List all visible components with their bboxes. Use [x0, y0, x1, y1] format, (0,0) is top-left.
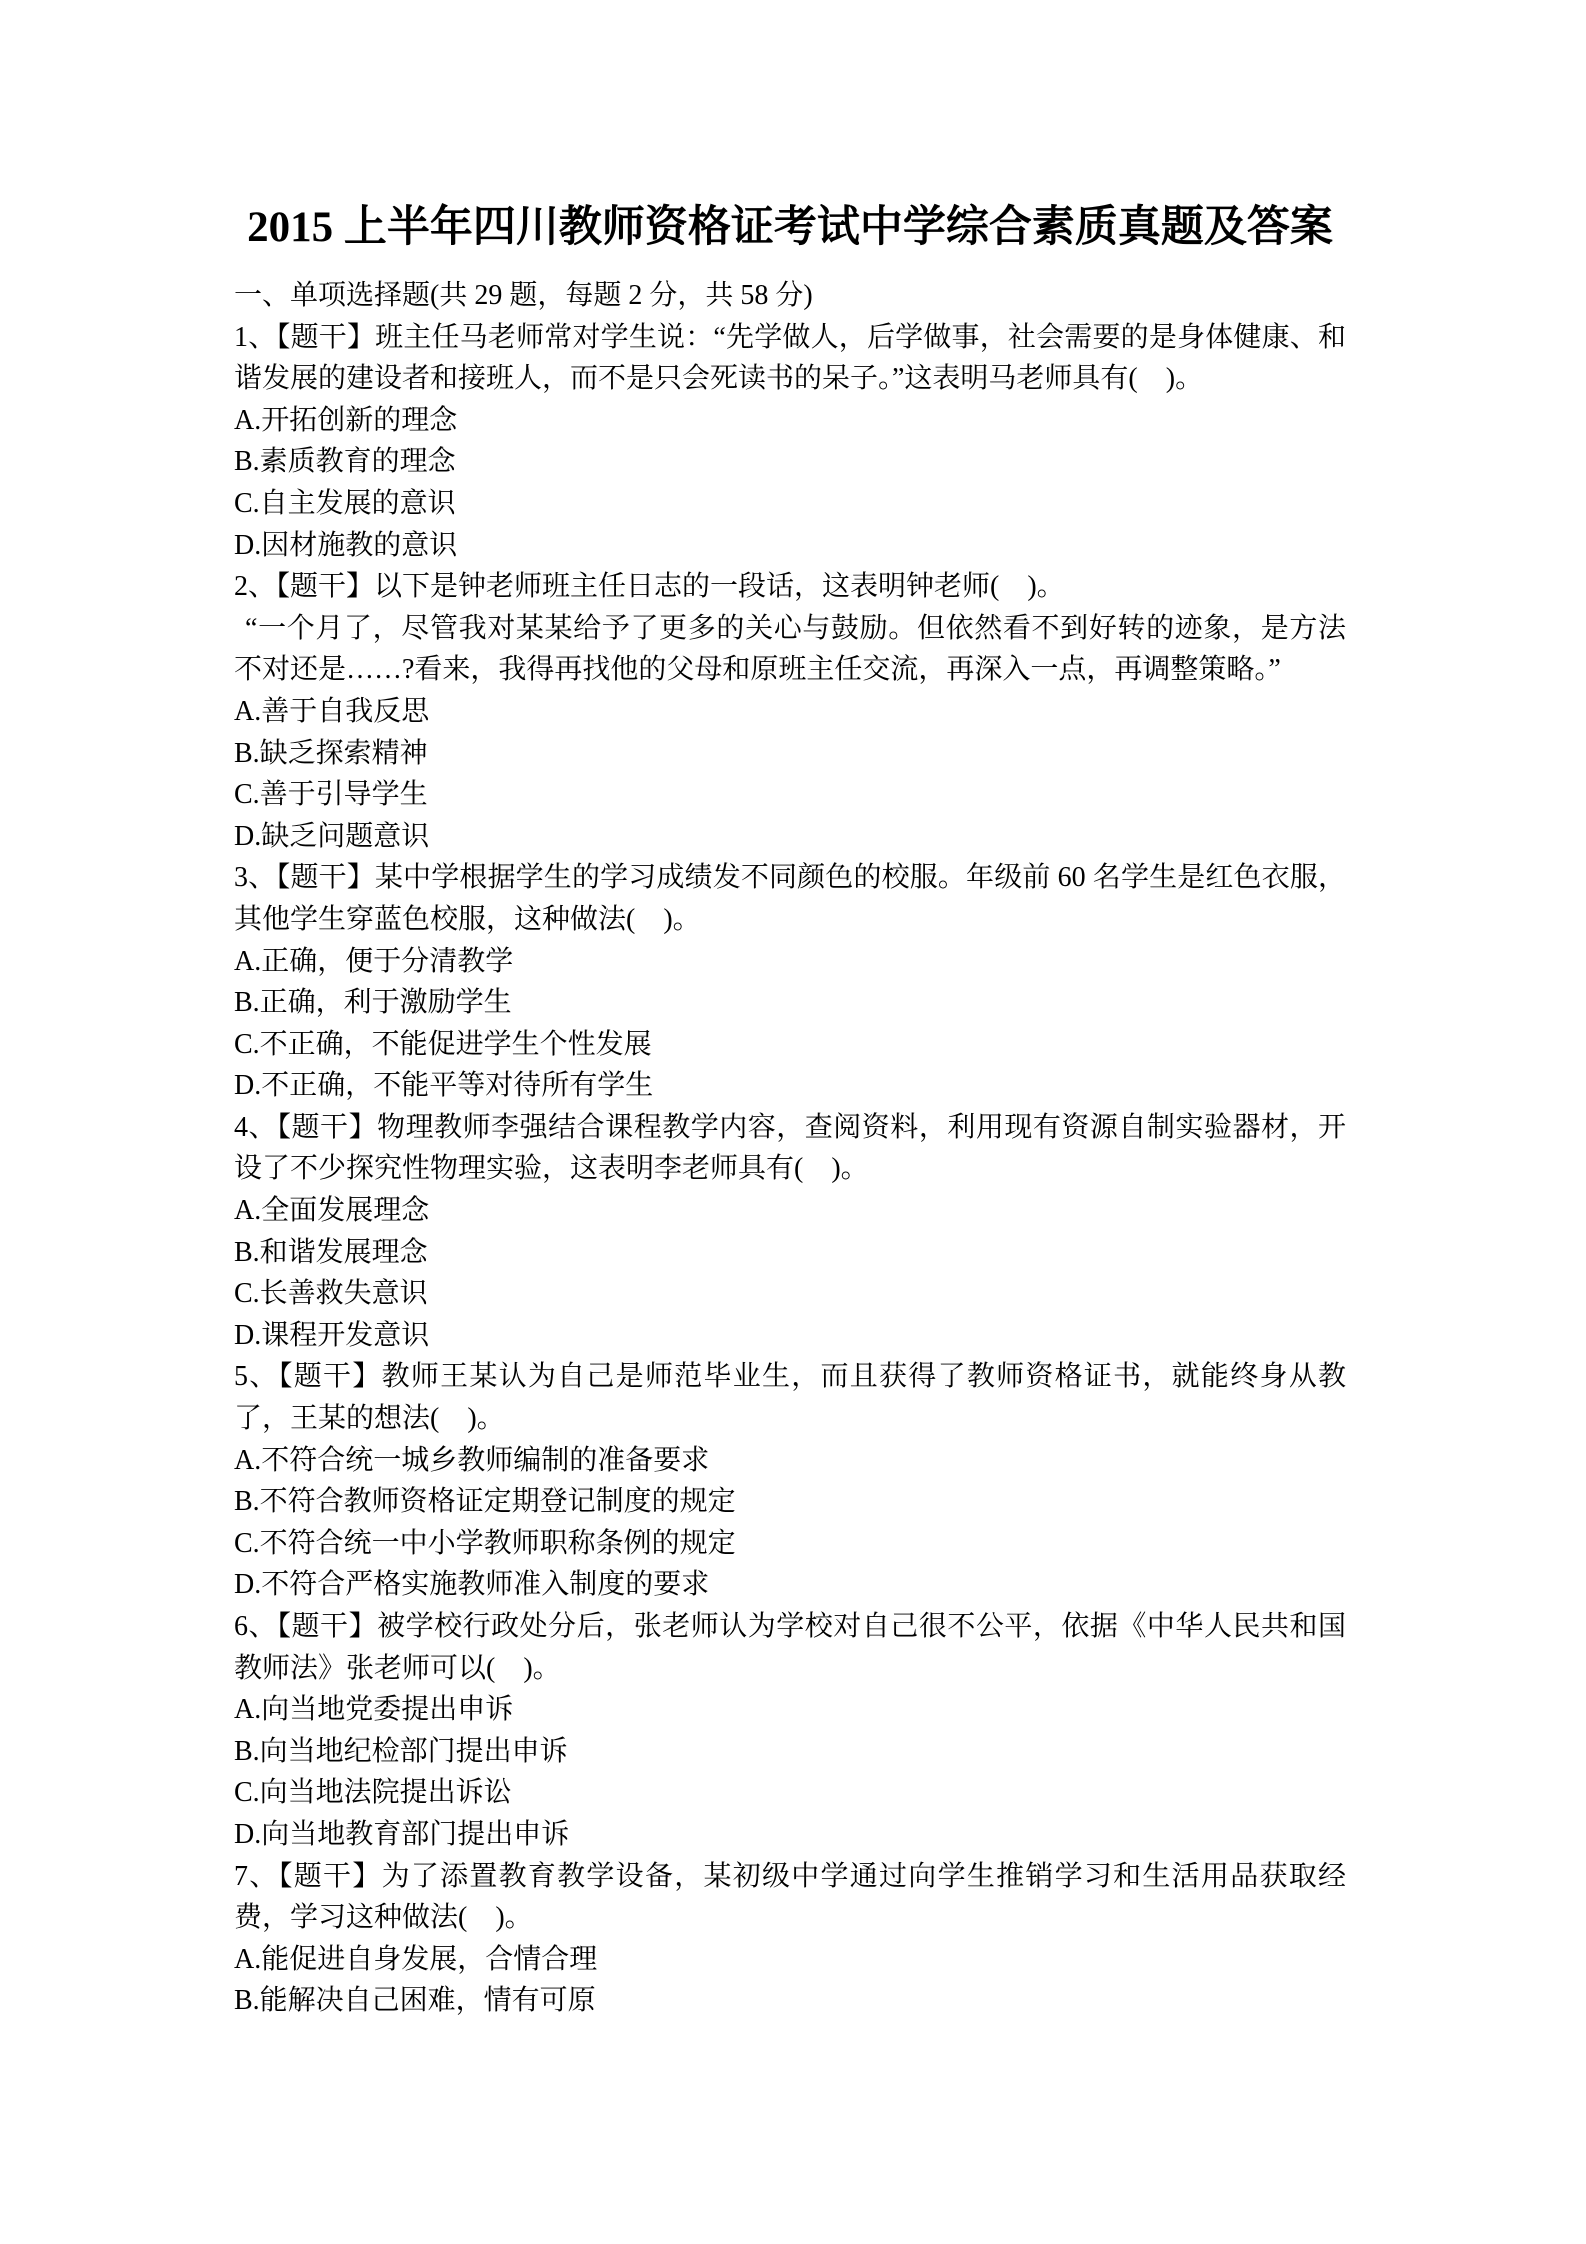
question-6-option-b: B.向当地纪检部门提出申诉 — [234, 1735, 568, 1767]
question-6-option-c: C.向当地法院提出诉讼 — [234, 1777, 512, 1809]
question-3-stem: 3、【题干】某中学根据学生的学习成绩发不同颜色的校服。年级前 60 名学生是红色衣服，其他学生穿蓝色校服，这种做法( )。 — [234, 862, 1346, 935]
document-body — [234, 275, 1346, 2022]
question-1-option-c: C.自主发展的意识 — [234, 487, 456, 519]
question-2-option-d: D.缺乏问题意识 — [234, 820, 430, 852]
question-7-option-a: A.能促进自身发展，合情合理 — [234, 1943, 598, 1975]
question-5-option-a: A.不符合统一城乡教师编制的准备要求 — [234, 1444, 710, 1476]
question-3-option-d: D.不正确，不能平等对待所有学生 — [234, 1070, 654, 1102]
question-2-quote: “一个月了，尽管我对某某给予了更多的关心与鼓励。但依然看不到好转的迹象，是方法不对还是……?看来，我得再找他的父母和原班主任交流，再深入一点，再调整策略。” — [234, 612, 1346, 686]
question-1-option-b: B.素质教育的理念 — [234, 446, 456, 478]
question-5-option-d: D.不符合严格实施教师准入制度的要求 — [234, 1569, 710, 1601]
question-2-option-b: B.缺乏探索精神 — [234, 737, 428, 769]
question-6-stem: 6、【题干】被学校行政处分后，张老师认为学校对自己很不公平，依据《中华人民共和国教师法》张老师可以( )。 — [234, 1611, 1346, 1684]
question-2-stem: 2、【题干】以下是钟老师班主任日志的一段话，这表明钟老师( )。 — [234, 571, 1065, 603]
page-title: 2015 上半年四川教师资格证考试中学综合素质真题及答案 — [247, 204, 1333, 251]
question-5-option-b: B.不符合教师资格证定期登记制度的规定 — [234, 1486, 736, 1518]
question-5 — [234, 1356, 1346, 1606]
question-4-stem: 4、【题干】物理教师李强结合课程教学内容，查阅资料，利用现有资源自制实验器材，开设了不少探究性物理实验，这表明李老师具有( )。 — [234, 1111, 1346, 1185]
question-1-option-a: A.开拓创新的理念 — [234, 404, 458, 436]
question-7-option-b: B.能解决自己困难，情有可原 — [234, 1985, 596, 2017]
question-1-option-d: D.因材施教的意识 — [234, 529, 458, 561]
question-4-option-c: C.长善救失意识 — [234, 1278, 428, 1310]
question-2 — [234, 566, 1346, 857]
question-6-option-a: A.向当地党委提出申诉 — [234, 1694, 514, 1726]
question-7-stem: 7、【题干】为了添置教育教学设备，某初级中学通过向学生推销学习和生活用品获取经费，学习这种做法( )。 — [234, 1860, 1346, 1934]
question-3-option-b: B.正确，利于激励学生 — [234, 987, 512, 1019]
question-4-option-d: D.课程开发意识 — [234, 1319, 430, 1351]
question-7 — [234, 1856, 1346, 2022]
question-2-option-a: A.善于自我反思 — [234, 695, 430, 727]
question-6 — [234, 1606, 1346, 1856]
question-3 — [234, 857, 1346, 1107]
question-4 — [234, 1107, 1346, 1357]
question-4-option-b: B.和谐发展理念 — [234, 1236, 428, 1268]
question-1-stem: 1、【题干】班主任马老师常对学生说：“先学做人，后学做事，社会需要的是身体健康、和谐发展的建设者和接班人，而不是只会死读书的呆子。”这表明马老师具有( )。 — [234, 321, 1346, 395]
question-3-option-a: A.正确，便于分清教学 — [234, 945, 514, 977]
question-5-option-c: C.不符合统一中小学教师职称条例的规定 — [234, 1527, 736, 1559]
question-4-option-a: A.全面发展理念 — [234, 1195, 430, 1227]
question-5-stem: 5、【题干】教师王某认为自己是师范毕业生，而且获得了教师资格证书，就能终身从教了，王某的想法( )。 — [234, 1361, 1346, 1435]
question-3-option-c: C.不正确，不能促进学生个性发展 — [234, 1028, 652, 1060]
question-1 — [234, 317, 1346, 567]
section-header: 一、单项选择题(共 29 题，每题 2 分，共 58 分) — [234, 280, 813, 311]
question-2-option-c: C.善于引导学生 — [234, 779, 428, 811]
question-6-option-d: D.向当地教育部门提出申诉 — [234, 1818, 570, 1850]
